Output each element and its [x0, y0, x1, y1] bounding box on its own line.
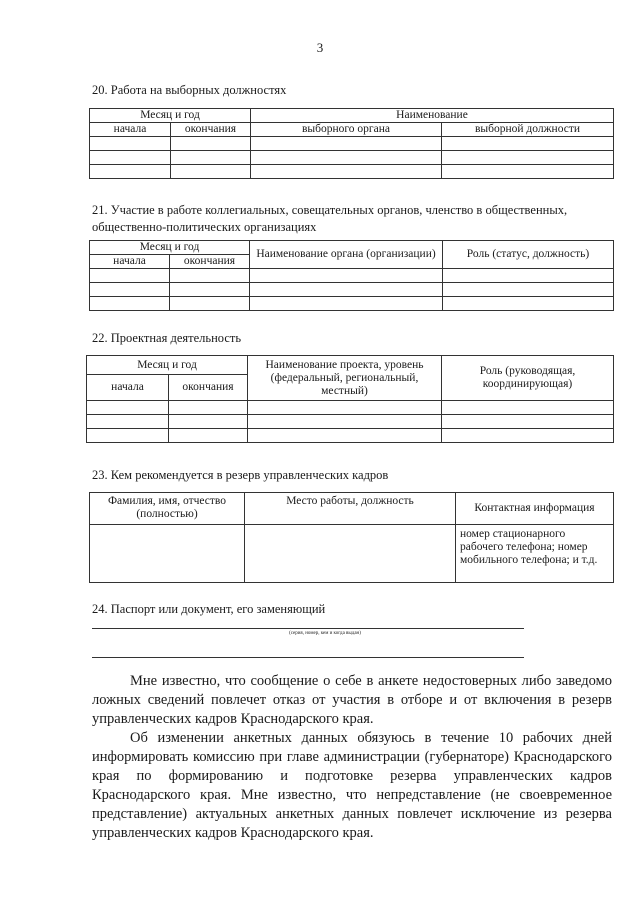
header-org-name: Наименование органа (организации): [250, 241, 443, 269]
projects-table: [86, 355, 614, 443]
declaration-text: [92, 672, 612, 843]
header-fio: Фамилия, имя, отчество (полностью): [90, 493, 245, 525]
page-number: 3: [316, 40, 324, 55]
passport-line[interactable]: [92, 628, 524, 629]
table-row: [87, 401, 614, 415]
header-workplace: Место работы, должность: [245, 493, 456, 525]
elected-positions-table: [89, 108, 614, 179]
section-20-title: 20. Работа на выборных должностях: [92, 83, 287, 97]
table-row: [90, 269, 614, 283]
section-24-title: 24. Паспорт или документ, его заменяющий: [92, 602, 326, 616]
table-row: [90, 283, 614, 297]
header-month-year: Месяц и год: [90, 241, 250, 255]
header-role: Роль (статус, должность): [443, 241, 614, 269]
header-start: начала: [87, 375, 169, 401]
header-name: Наименование: [251, 109, 614, 123]
header-contact: Контактная информация: [456, 493, 614, 525]
paragraph-2: Об изменении анкетных данных обязуюсь в течение 10 рабочих дней информировать комиссию при главе администрации (губернаторе) Краснодарского края по формированию и подготовке резерва управленческих кадров Краснодарского края. Мне известно, что непредставление (не своевременное представление) актуальных анкетных данных повлечет исключение из резерва управленческих кадров Краснодарского края.: [92, 730, 612, 841]
section-23-title: 23. Кем рекомендуется в резерв управленческих кадров: [92, 468, 389, 482]
table-row: [90, 525, 614, 583]
paragraph-1: Мне известно, что сообщение о себе в анкете недостоверных либо заведомо ложных сведений повлечет отказ от участия в отборе и от включения в резерв управленческих кадров Краснодарского края.: [92, 673, 612, 727]
header-role: Роль (руководящая, координирующая): [442, 356, 614, 401]
section-21-title: 21. Участие в работе коллегиальных, совещательных органов, членство в общественных, общественно-политических организациях: [92, 203, 568, 234]
table-row: [87, 429, 614, 443]
recommenders-table: [89, 492, 614, 583]
header-end: окончания: [170, 255, 250, 269]
table-row: [87, 415, 614, 429]
header-project-name: Наименование проекта, уровень (федеральный, региональный, местный): [248, 356, 442, 401]
header-start: начала: [90, 123, 171, 137]
collegial-bodies-table: [89, 240, 614, 311]
header-position: выборной должности: [442, 123, 614, 137]
passport-caption: (серия, номер, кем и когда выдан): [289, 631, 361, 636]
header-end: окончания: [169, 375, 248, 401]
passport-line-2[interactable]: [92, 657, 524, 658]
header-start: начала: [90, 255, 170, 269]
table-row: [90, 165, 614, 179]
table-row: [90, 297, 614, 311]
table-row: [90, 137, 614, 151]
section-22-title: 22. Проектная деятельность: [92, 331, 242, 345]
header-end: окончания: [171, 123, 251, 137]
header-month-year: Месяц и год: [90, 109, 251, 123]
contact-hint: номер стационарного рабочего телефона; номер мобильного телефона; и т.д.: [456, 525, 614, 583]
header-body: выборного органа: [251, 123, 442, 137]
table-row: [90, 151, 614, 165]
header-month-year: Месяц и год: [87, 356, 248, 375]
